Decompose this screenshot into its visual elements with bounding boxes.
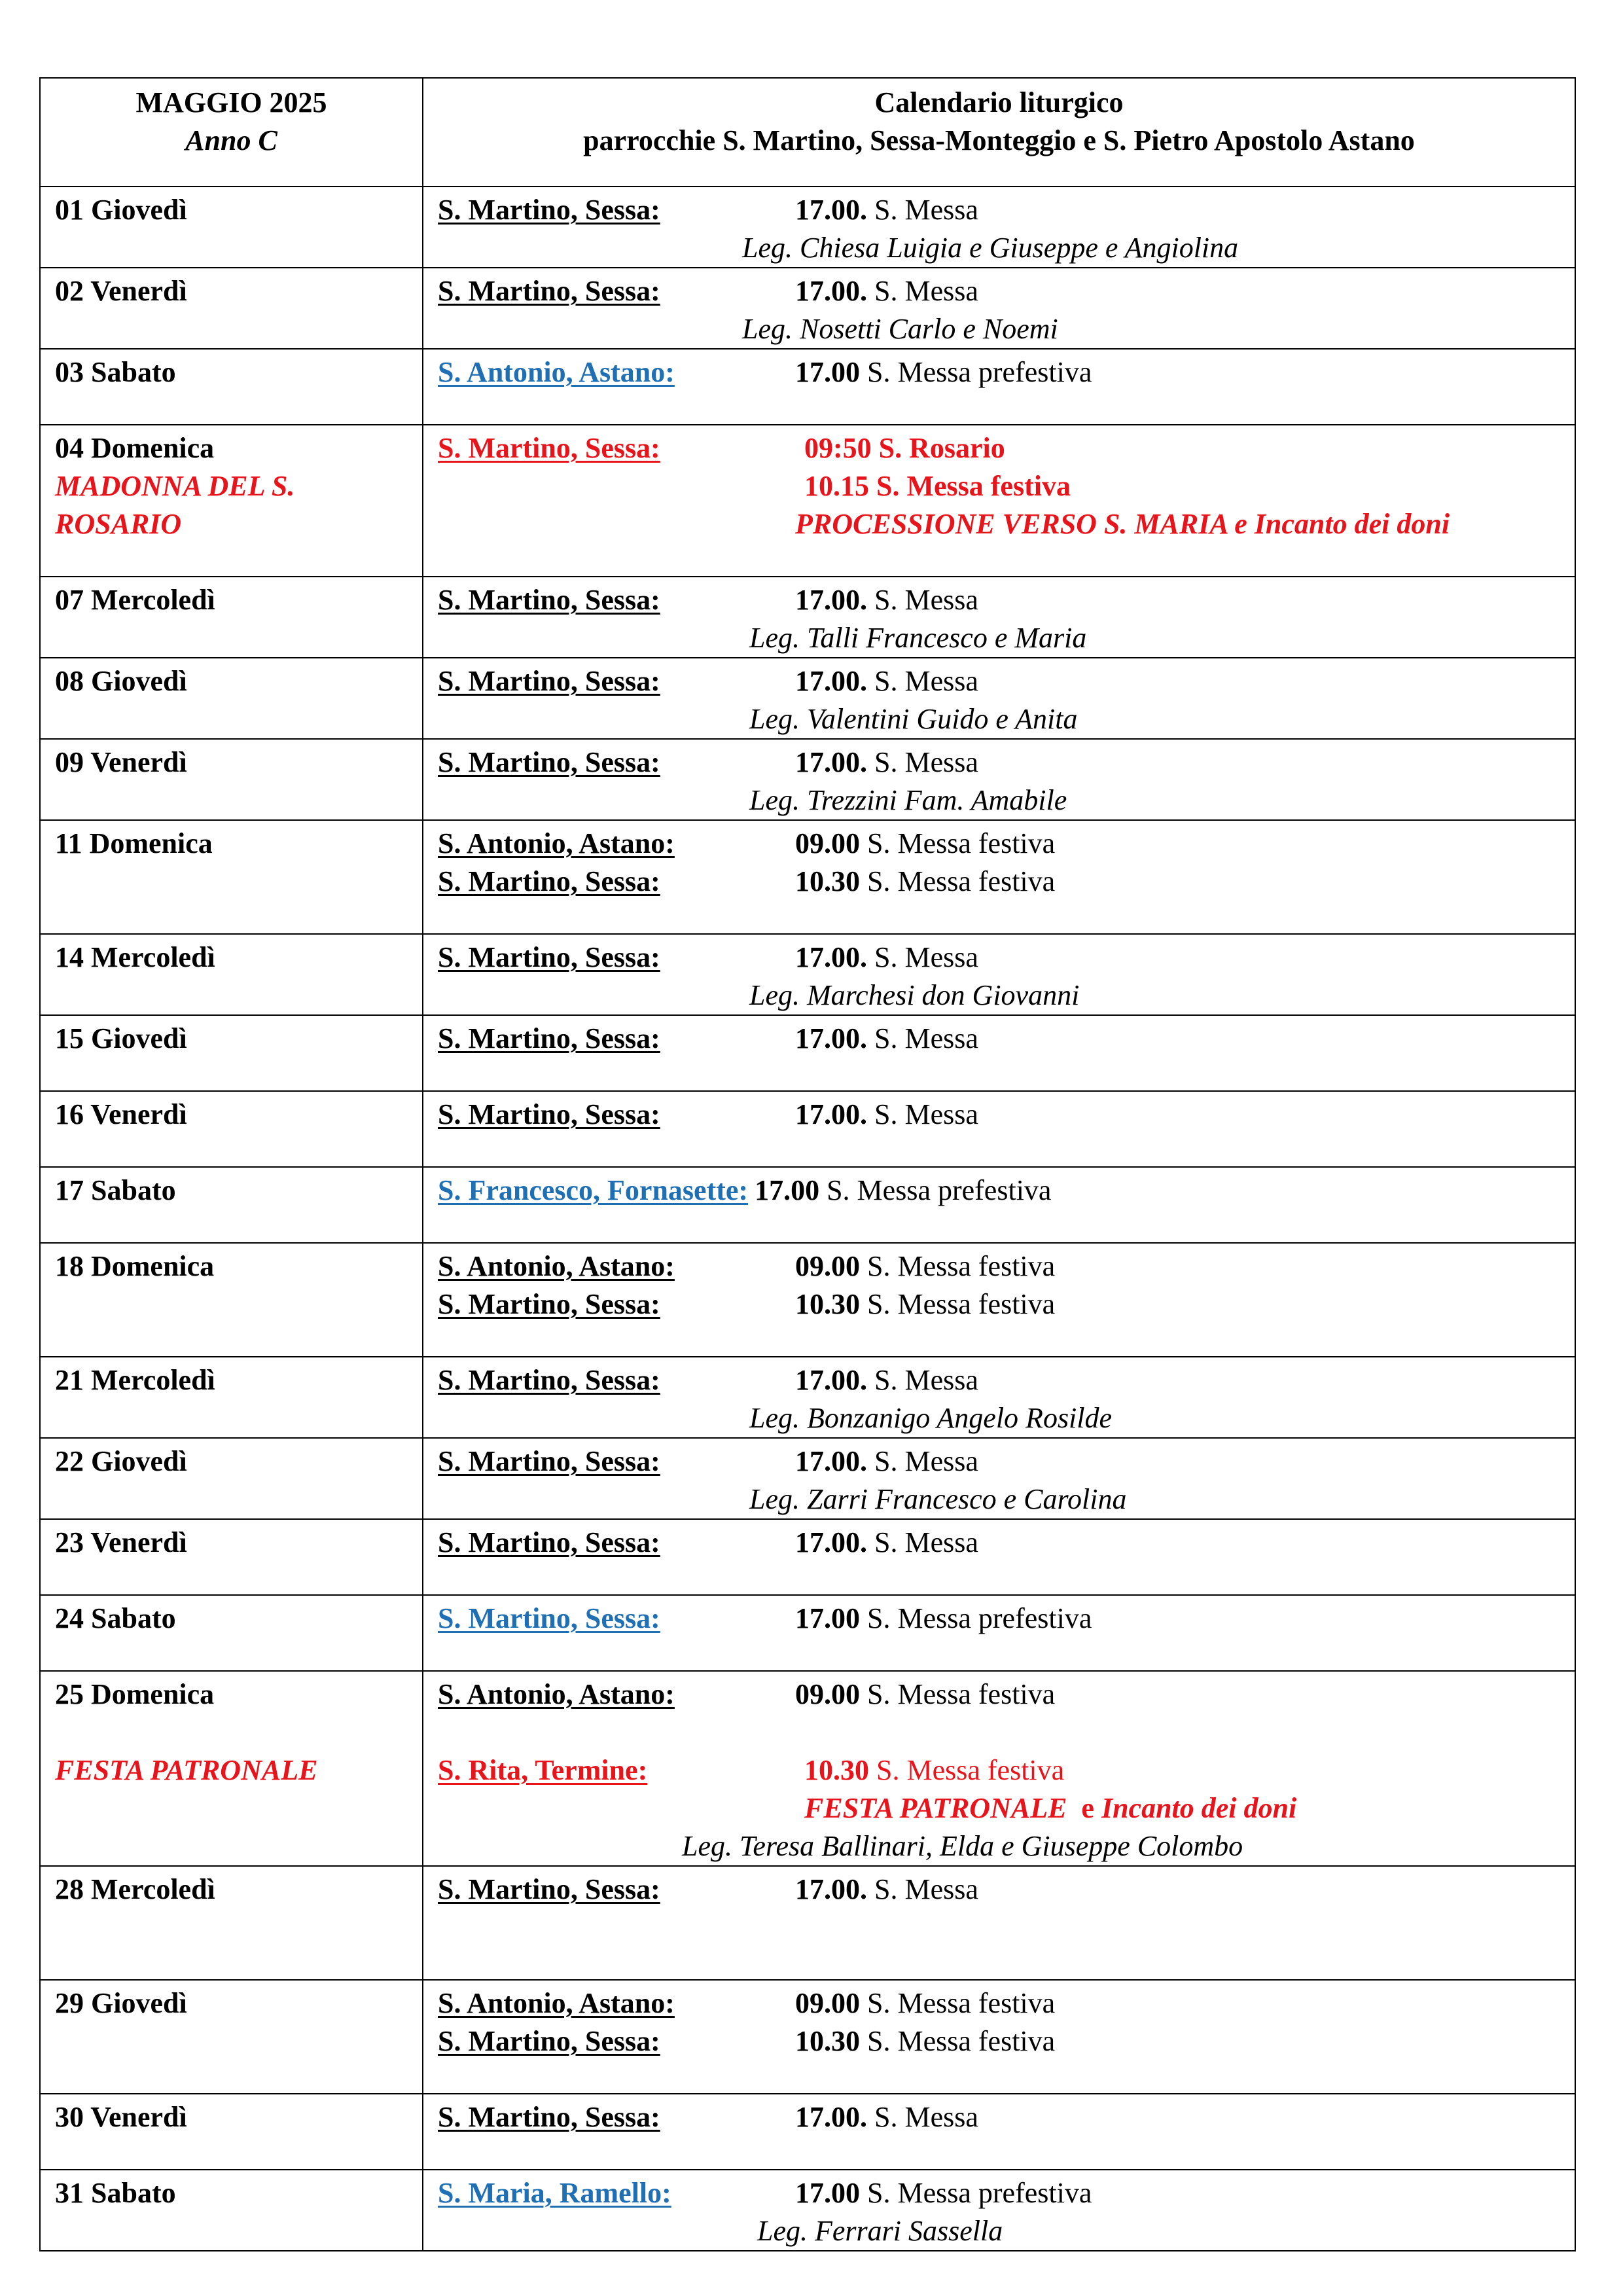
entries-cell xyxy=(423,658,1575,739)
legato-note: Leg. Valentini Guido e Anita xyxy=(749,703,1078,735)
day-label: 18 Domenica xyxy=(55,1250,215,1282)
mass-entry xyxy=(438,1247,1575,1285)
mass-time: 17.00 xyxy=(755,1174,820,1206)
mass-entry xyxy=(438,1600,1575,1638)
day-cell xyxy=(40,820,423,934)
mass-entry xyxy=(438,1871,1575,1909)
mass-time: 17.00. xyxy=(795,1873,867,1905)
mass-description: S. Messa xyxy=(874,1098,978,1130)
mass-time: 17.00. xyxy=(795,1526,867,1558)
entries-cell xyxy=(423,1595,1575,1671)
entries-cell xyxy=(423,425,1575,577)
mass-time: 17.00. xyxy=(795,1098,867,1130)
day-cell xyxy=(40,1091,423,1167)
entries-cell xyxy=(423,2094,1575,2170)
church-name: S. Martino, Sessa: xyxy=(438,665,660,697)
legato-note: Leg. Trezzini Fam. Amabile xyxy=(749,784,1067,816)
church-name: S. Antonio, Astano: xyxy=(438,1678,675,1710)
mass-description: S. Messa xyxy=(874,194,978,226)
mass-time: 17.00 xyxy=(795,1602,860,1634)
legato-note: Leg. Marchesi don Giovanni xyxy=(749,979,1080,1011)
day-cell xyxy=(40,2094,423,2170)
church-name: S. Martino, Sessa: xyxy=(438,432,660,464)
mass-entry xyxy=(438,1751,1575,1789)
day-cell xyxy=(40,1167,423,1243)
mass-time: 10.30 xyxy=(804,1754,869,1786)
church-name: S. Martino, Sessa: xyxy=(438,1098,660,1130)
year-cycle: Anno C xyxy=(185,124,277,156)
day-label: 17 Sabato xyxy=(55,1174,176,1206)
entries-cell xyxy=(423,1671,1575,1866)
day-cell xyxy=(40,425,423,577)
table-row xyxy=(40,1091,1575,1167)
day-cell xyxy=(40,1595,423,1671)
mass-description: S. Messa festiva xyxy=(867,827,1056,859)
mass-entry xyxy=(438,1096,1575,1134)
day-label: 24 Sabato xyxy=(55,1602,176,1634)
day-label: 28 Mercoledì xyxy=(55,1873,215,1905)
mass-description: S. Messa xyxy=(874,2101,978,2133)
mass-entry xyxy=(438,863,1575,901)
mass-description: S. Messa festiva xyxy=(867,1678,1056,1710)
mass-description: S. Messa xyxy=(874,1873,978,1905)
church-name: S. Martino, Sessa: xyxy=(438,746,660,778)
day-label: 02 Venerdì xyxy=(55,275,187,307)
church-name: S. Rita, Termine: xyxy=(438,1754,648,1786)
mass-time: 09.00 xyxy=(795,827,860,859)
day-label: 31 Sabato xyxy=(55,2177,176,2209)
month-title: MAGGIO 2025 xyxy=(135,86,327,118)
mass-description: S. Messa xyxy=(874,1445,978,1477)
mass-description: S. Messa prefestiva xyxy=(867,356,1092,388)
day-label: 11 Domenica xyxy=(55,827,213,859)
day-label: 29 Giovedì xyxy=(55,1987,187,2019)
table-row xyxy=(40,1595,1575,1671)
day-cell xyxy=(40,1866,423,1980)
entries-cell xyxy=(423,1167,1575,1243)
mass-time: 17.00. xyxy=(795,275,867,307)
mass-description: S. Messa xyxy=(874,1526,978,1558)
mass-description: S. Messa prefestiva xyxy=(867,1602,1092,1634)
day-label: 09 Venerdì xyxy=(55,746,187,778)
calendar-sheet xyxy=(39,77,1575,2251)
table-row xyxy=(40,1167,1575,1243)
day-cell xyxy=(40,658,423,739)
mass-entry xyxy=(438,2174,1575,2212)
entries-cell xyxy=(423,1015,1575,1091)
table-row xyxy=(40,2094,1575,2170)
mass-entry xyxy=(438,429,1575,467)
mass-time: 17.00. xyxy=(795,194,867,226)
feast-label: MADONNA DEL S. ROSARIO xyxy=(55,470,295,540)
feast-label: FESTA PATRONALE xyxy=(55,1754,318,1786)
mass-entry xyxy=(438,353,1575,391)
day-label: 01 Giovedì xyxy=(55,194,187,226)
table-row xyxy=(40,1866,1575,1980)
table-row xyxy=(40,820,1575,934)
church-name: S. Martino, Sessa: xyxy=(438,584,660,616)
day-cell xyxy=(40,1671,423,1866)
header-month-cell xyxy=(40,78,423,187)
day-cell xyxy=(40,187,423,268)
mass-entry xyxy=(438,1676,1575,1713)
entries-cell xyxy=(423,1243,1575,1357)
church-name: S. Maria, Ramello: xyxy=(438,2177,671,2209)
mass-entry xyxy=(438,1020,1575,1058)
day-cell xyxy=(40,577,423,658)
entries-cell xyxy=(423,1357,1575,1438)
mass-description: S. Messa xyxy=(874,584,978,616)
mass-entry xyxy=(438,272,1575,310)
mass-entry xyxy=(438,1984,1575,2022)
church-name: S. Martino, Sessa: xyxy=(438,1288,660,1320)
entries-cell xyxy=(423,2170,1575,2251)
calendar-table xyxy=(39,77,1576,2251)
church-name: S. Martino, Sessa: xyxy=(438,275,660,307)
day-label: 23 Venerdì xyxy=(55,1526,187,1558)
mass-entry xyxy=(438,825,1575,863)
mass-description: S. Messa festiva xyxy=(867,1987,1056,2019)
mass-description: S. Messa festiva xyxy=(867,1288,1056,1320)
mass-description: S. Messa xyxy=(874,1364,978,1396)
church-name: S. Antonio, Astano: xyxy=(438,1987,675,2019)
mass-time: 17.00. xyxy=(795,1022,867,1054)
mass-entry xyxy=(438,1524,1575,1562)
entries-cell xyxy=(423,739,1575,820)
mass-entry xyxy=(438,1285,1575,1323)
church-name: S. Martino, Sessa: xyxy=(438,2025,660,2057)
day-label: 21 Mercoledì xyxy=(55,1364,215,1396)
entries-cell xyxy=(423,820,1575,934)
mass-entry xyxy=(438,2022,1575,2060)
day-cell xyxy=(40,268,423,349)
day-cell xyxy=(40,1015,423,1091)
mass-entry xyxy=(438,467,1575,505)
day-label: 22 Giovedì xyxy=(55,1445,187,1477)
entries-cell xyxy=(423,349,1575,425)
mass-time: 09.00 xyxy=(795,1678,860,1710)
table-row xyxy=(40,268,1575,349)
header-row xyxy=(40,78,1575,187)
legato-note: Leg. Nosetti Carlo e Noemi xyxy=(742,313,1058,345)
table-row xyxy=(40,1243,1575,1357)
legato-note: Leg. Zarri Francesco e Carolina xyxy=(749,1483,1127,1515)
mass-time: 09.00 xyxy=(795,1250,860,1282)
feast-note-incanto: Incanto dei doni xyxy=(1101,1792,1297,1824)
church-name: S. Martino, Sessa: xyxy=(438,1602,660,1634)
table-row xyxy=(40,1519,1575,1595)
entries-cell xyxy=(423,1519,1575,1595)
header-title-cell xyxy=(423,78,1575,187)
feast-note-title: FESTA PATRONALE xyxy=(804,1792,1067,1824)
mass-entry xyxy=(438,662,1575,700)
table-row xyxy=(40,934,1575,1015)
mass-time: 17.00 xyxy=(795,356,860,388)
church-name: S. Martino, Sessa: xyxy=(438,1873,660,1905)
mass-description: S. Messa festiva xyxy=(867,865,1056,897)
table-row xyxy=(40,349,1575,425)
entries-cell xyxy=(423,1091,1575,1167)
church-name: S. Francesco, Fornasette: xyxy=(438,1174,749,1206)
mass-entry xyxy=(438,1361,1575,1399)
table-row xyxy=(40,2170,1575,2251)
table-row xyxy=(40,425,1575,577)
procession-note xyxy=(438,505,1575,543)
entries-cell xyxy=(423,934,1575,1015)
day-label: 15 Giovedì xyxy=(55,1022,187,1054)
church-name: S. Martino, Sessa: xyxy=(438,1364,660,1396)
mass-description: S. Messa xyxy=(874,746,978,778)
church-name: S. Martino, Sessa: xyxy=(438,2101,660,2133)
table-row xyxy=(40,577,1575,658)
legato-note: Leg. Talli Francesco e Maria xyxy=(749,622,1087,654)
entries-cell xyxy=(423,187,1575,268)
day-cell xyxy=(40,739,423,820)
mass-description: S. Messa festiva xyxy=(876,1754,1065,1786)
table-row xyxy=(40,1357,1575,1438)
mass-time: 17.00. xyxy=(795,746,867,778)
day-cell xyxy=(40,1519,423,1595)
mass-entry xyxy=(438,1443,1575,1480)
feast-note-conj: e xyxy=(1081,1792,1094,1824)
entries-cell xyxy=(423,1980,1575,2094)
mass-time: 10.30 xyxy=(795,2025,860,2057)
calendar-subtitle: parrocchie S. Martino, Sessa-Monteggio e S. Pietro Apostolo Astano xyxy=(583,124,1415,156)
mass-description: S. Messa xyxy=(874,665,978,697)
church-name: S. Martino, Sessa: xyxy=(438,194,660,226)
mass-description: S. Messa xyxy=(874,275,978,307)
legato-note: Leg. Bonzanigo Angelo Rosilde xyxy=(749,1402,1113,1434)
table-row xyxy=(40,739,1575,820)
mass-entry xyxy=(438,744,1575,781)
mass-entry xyxy=(438,191,1575,229)
entries-cell xyxy=(423,1866,1575,1980)
entries-cell xyxy=(423,1438,1575,1519)
table-row xyxy=(40,658,1575,739)
mass-time: 17.00. xyxy=(795,665,867,697)
day-cell xyxy=(40,1357,423,1438)
day-cell xyxy=(40,1243,423,1357)
mass-time: 10.30 xyxy=(795,1288,860,1320)
mass-description: S. Messa festiva xyxy=(867,2025,1056,2057)
day-label: 03 Sabato xyxy=(55,356,176,388)
mass-description: S. Messa prefestiva xyxy=(867,2177,1092,2209)
day-label: 30 Venerdì xyxy=(55,2101,187,2133)
mass-entry xyxy=(438,939,1575,977)
day-cell xyxy=(40,1980,423,2094)
mass-time: 17.00. xyxy=(795,1364,867,1396)
feast-note xyxy=(438,1789,1575,1827)
mass-time: 10.15 S. Messa festiva xyxy=(804,470,1071,502)
table-row xyxy=(40,1980,1575,2094)
mass-entry xyxy=(438,1172,1575,1210)
legato-note: Leg. Chiesa Luigia e Giuseppe e Angiolina xyxy=(742,232,1239,264)
mass-entry xyxy=(438,2098,1575,2136)
day-label: 08 Giovedì xyxy=(55,665,187,697)
mass-time: 09.00 xyxy=(795,1987,860,2019)
mass-description: S. Messa festiva xyxy=(867,1250,1056,1282)
day-label: 04 Domenica xyxy=(55,432,215,464)
day-label: 07 Mercoledì xyxy=(55,584,215,616)
procession-text: PROCESSIONE VERSO S. MARIA e Incanto dei doni xyxy=(795,508,1450,540)
day-label: 25 Domenica xyxy=(55,1678,215,1710)
day-cell xyxy=(40,1438,423,1519)
church-name: S. Antonio, Astano: xyxy=(438,1250,675,1282)
calendar-title: Calendario liturgico xyxy=(874,86,1124,118)
mass-time: 10.30 xyxy=(795,865,860,897)
church-name: S. Martino, Sessa: xyxy=(438,865,660,897)
mass-time: 17.00 xyxy=(795,2177,860,2209)
entries-cell xyxy=(423,577,1575,658)
day-cell xyxy=(40,2170,423,2251)
mass-time: 17.00. xyxy=(795,941,867,973)
table-row xyxy=(40,1671,1575,1866)
church-name: S. Martino, Sessa: xyxy=(438,1526,660,1558)
mass-description: S. Messa xyxy=(874,941,978,973)
table-row xyxy=(40,187,1575,268)
mass-entry xyxy=(438,581,1575,619)
church-name: S. Martino, Sessa: xyxy=(438,1445,660,1477)
day-cell xyxy=(40,349,423,425)
table-row xyxy=(40,1015,1575,1091)
mass-time: 17.00. xyxy=(795,1445,867,1477)
legato-note: Leg. Ferrari Sassella xyxy=(757,2215,1003,2247)
day-label: 14 Mercoledì xyxy=(55,941,215,973)
mass-time: 17.00. xyxy=(795,2101,867,2133)
rosary-time: 09:50 S. Rosario xyxy=(804,432,1005,464)
day-label: 16 Venerdì xyxy=(55,1098,187,1130)
church-name: S. Martino, Sessa: xyxy=(438,941,660,973)
mass-time: 17.00. xyxy=(795,584,867,616)
mass-description: S. Messa prefestiva xyxy=(827,1174,1052,1206)
legato-note: Leg. Teresa Ballinari, Elda e Giuseppe Colombo xyxy=(682,1830,1243,1862)
church-name: S. Antonio, Astano: xyxy=(438,356,675,388)
entries-cell xyxy=(423,268,1575,349)
church-name: S. Antonio, Astano: xyxy=(438,827,675,859)
church-name: S. Martino, Sessa: xyxy=(438,1022,660,1054)
mass-description: S. Messa xyxy=(874,1022,978,1054)
table-row xyxy=(40,1438,1575,1519)
day-cell xyxy=(40,934,423,1015)
